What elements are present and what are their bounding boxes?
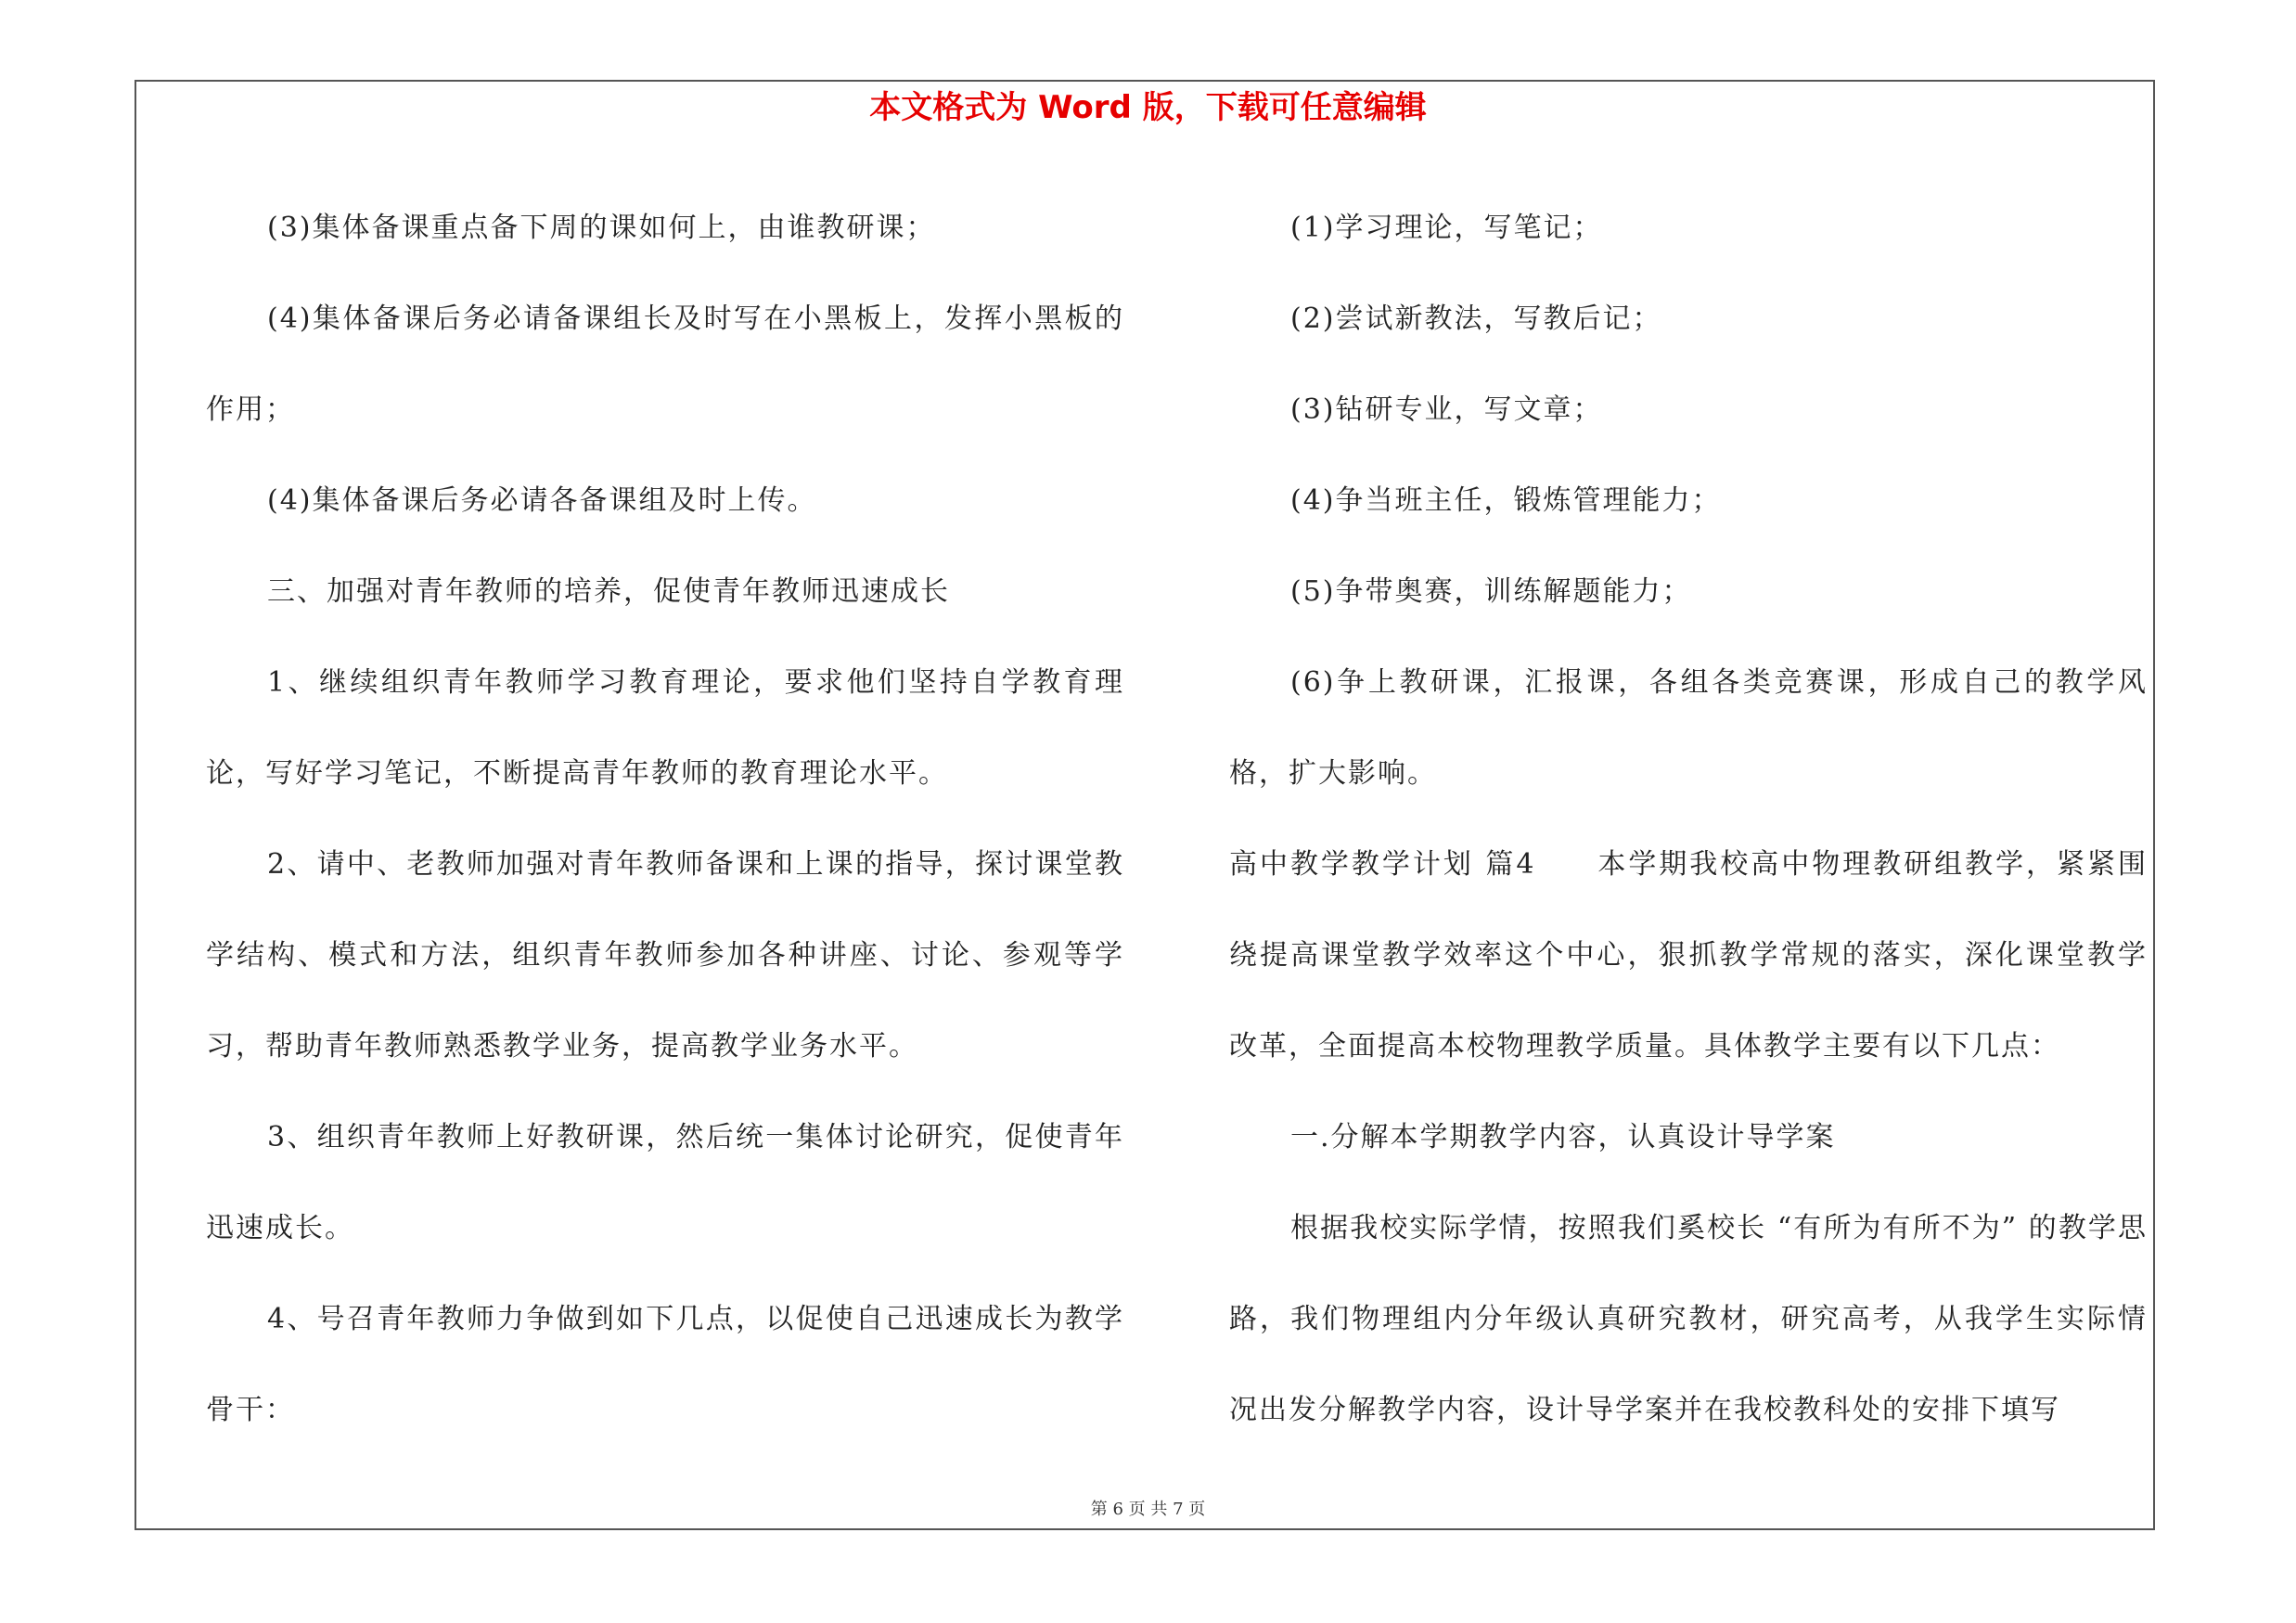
left-column [206, 183, 1124, 1456]
paragraph: 三、加强对青年教师的培养，促使青年教师迅速成长 [267, 575, 950, 608]
paragraph: (4)集体备课后务必请备课组长及时写在小黑板上，发挥小黑板的作用； [206, 303, 1124, 426]
format-banner: 本文格式为 Word 版，下载可任意编辑 [869, 89, 1427, 126]
paragraph: (4)争当班主任，锻炼管理能力； [1290, 484, 1722, 517]
page-footer: 第 6 页 共 7 页 [1090, 1500, 1206, 1519]
paragraph: (3)钻研专业，写文章； [1290, 393, 1603, 426]
paragraph: (5)争带奥赛，训练解题能力； [1290, 575, 1692, 608]
paragraph: (3)集体备课重点备下周的课如何上，由谁教研课； [267, 212, 936, 244]
paragraph: 一.分解本学期教学内容，认真设计导学案 [1290, 1121, 1836, 1153]
paragraph: (2)尝试新教法，写教后记； [1290, 303, 1662, 335]
paragraph: 3、组织青年教师上好教研课，然后统一集体讨论研究，促使青年迅速成长。 [206, 1121, 1124, 1244]
paragraph: 4、号召青年教师力争做到如下几点，以促使自己迅速成长为教学骨干： [206, 1303, 1124, 1426]
paragraph: (6)争上教研课，汇报课，各组各类竞赛课，形成自己的教学风格，扩大影响。 [1229, 666, 2148, 790]
paragraph: (1)学习理论，写笔记； [1290, 212, 1603, 244]
paragraph: 高中教学教学计划 篇4 本学期我校高中物理教研组教学，紧紧围绕提高课堂教学效率这个中心，狠抓教学常规的落实，深化课堂教学改革，全面提高本校物理教学质量。具体教学主要有以下几点： [1229, 848, 2148, 1063]
right-column [1229, 183, 2148, 1456]
paragraph: 1、继续组织青年教师学习教育理论，要求他们坚持自学教育理论，写好学习笔记，不断提高青年教师的教育理论水平。 [206, 666, 1124, 790]
paragraph: 2、请中、老教师加强对青年教师备课和上课的指导，探讨课堂教学结构、模式和方法，组织青年教师参加各种讲座、讨论、参观等学习，帮助青年教师熟悉教学业务，提高教学业务水平。 [206, 848, 1124, 1063]
paragraph: (4)集体备课后务必请各备课组及时上传。 [267, 484, 817, 517]
paragraph: 根据我校实际学情，按照我们奚校长 “有所为有所不为” 的教学思路，我们物理组内分年级认真研究教材，研究高考，从我学生实际情况出发分解教学内容，设计导学案并在我校教科处的安排下填写 [1229, 1212, 2148, 1426]
